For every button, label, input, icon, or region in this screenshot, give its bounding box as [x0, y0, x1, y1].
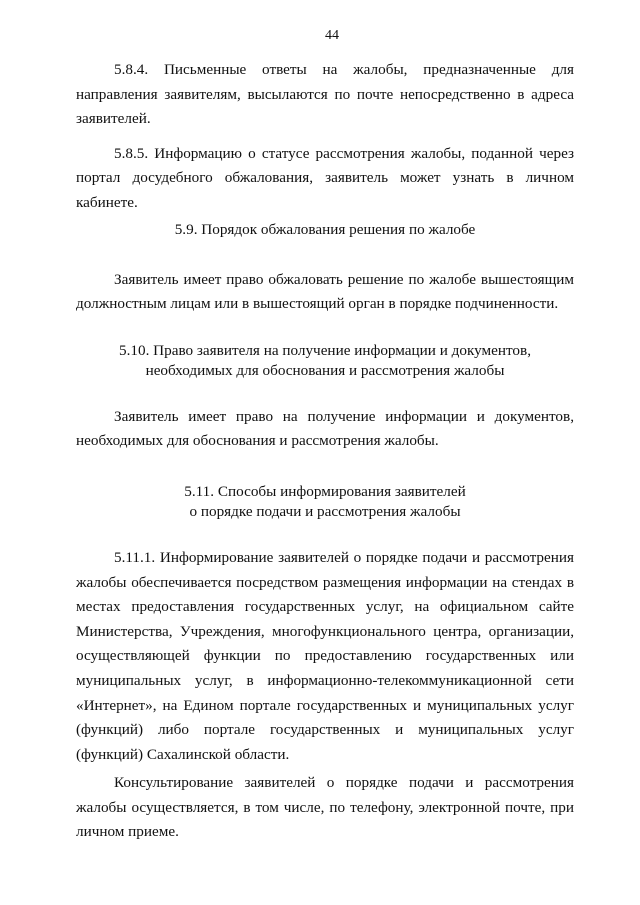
paragraph-5-11-1: 5.11.1. Информирование заявителей о порядке подачи и рассмотрения жалобы обеспечивается посредством размещения информации на стендах в местах предоставления государственных услуг, на официальном сайте Министерства, Учреждения, многофункционального центра, организации, осуществляющей функции по предоставлению государственных или муниципальных услуг, в информационно-телекоммуникационной сети «Интернет», на Едином портале государственных и муниципальных услуг (функций) либо портале государственных и муниципальных услуг (функций) Сахалинской области.: [76, 548, 574, 763]
heading-5-10: [76, 341, 574, 381]
paragraph-5-10: Заявитель имеет право на получение информации и документов, необходимых для обоснования и рассмотрения жалобы.: [76, 407, 574, 450]
paragraph-5-8-4: 5.8.4. Письменные ответы на жалобы, предназначенные для направления заявителям, высылаются по почте непосредственно в адреса заявителей.: [76, 61, 574, 128]
heading-5-10-line2: необходимых для обоснования и рассмотрения жалобы: [145, 361, 505, 379]
heading-5-9: [76, 220, 574, 240]
paragraph-consultation: Консультирование заявителей о порядке подачи и рассмотрения жалобы осуществляется, в том числе, по телефону, электронной почте, при личном приеме.: [76, 774, 574, 841]
paragraph-5-8-5: 5.8.5. Информацию о статусе рассмотрения жалобы, поданной через портал досудебного обжалования, заявитель может узнать в личном кабинете.: [76, 144, 574, 211]
heading-5-11-line1: 5.11. Способы информирования заявителей: [184, 482, 466, 500]
heading-5-11: [76, 482, 574, 522]
paragraph-5-9: Заявитель имеет право обжаловать решение по жалобе вышестоящим должностным лицам или в вышестоящий орган в порядке подчиненности.: [76, 270, 574, 313]
heading-5-11-line2: о порядке подачи и рассмотрения жалобы: [189, 502, 461, 520]
heading-5-10-line1: 5.10. Право заявителя на получение информации и документов,: [119, 341, 531, 359]
page-number: 44: [325, 28, 339, 43]
heading-5-9-text: 5.9. Порядок обжалования решения по жалобе: [174, 220, 476, 238]
